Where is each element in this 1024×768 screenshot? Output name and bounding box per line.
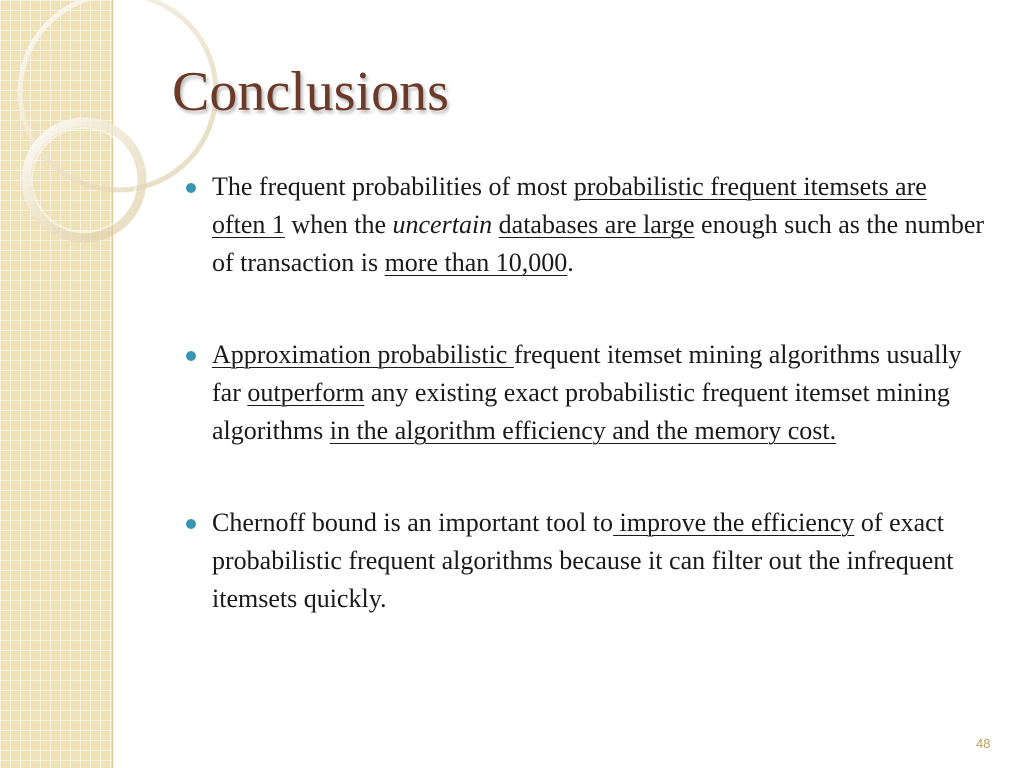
page-number: 48 bbox=[976, 736, 991, 751]
bullet-item bbox=[186, 504, 986, 618]
bullet-text: enough such as the number of transaction is bbox=[212, 210, 985, 277]
bullet-text: of exact probabilistic frequent algorithms because it can filter out the infrequent itemsets quickly. bbox=[212, 508, 954, 613]
bullet-text-underlined: Approximation probabilistic bbox=[212, 340, 514, 369]
bullet-list bbox=[186, 168, 986, 672]
bullet-item bbox=[186, 336, 986, 450]
bullet-text-underlined: outperform bbox=[247, 378, 365, 407]
decorative-side-panel bbox=[0, 0, 113, 768]
bullet-text: . bbox=[567, 248, 574, 277]
bullet-text-underlined: in the algorithm efficiency and the memory cost. bbox=[329, 416, 837, 445]
bullet-text-underlined: probabilistic frequent itemsets are often 1 bbox=[212, 172, 927, 239]
bullet-text-underlined: more than 10,000 bbox=[384, 248, 568, 277]
bullet-text: any existing exact probabilistic frequent itemset mining algorithms bbox=[212, 378, 950, 445]
bullet-text: The frequent probabilities of most bbox=[212, 172, 574, 201]
bullet-text: when the bbox=[284, 210, 393, 239]
bullet-dot-icon bbox=[186, 183, 196, 193]
bullet-text-underlined: improve the efficiency bbox=[613, 508, 855, 537]
bullet-text-italic: uncertain bbox=[392, 210, 493, 239]
bullet-text: frequent itemset mining algorithms usually far bbox=[212, 340, 962, 407]
bullet-text: Chernoff bound is an important tool to bbox=[212, 508, 614, 537]
bullet-text-underlined: databases are large bbox=[498, 210, 695, 239]
bullet-dot-icon bbox=[186, 351, 196, 361]
bullet-item bbox=[186, 168, 986, 282]
bullet-dot-icon bbox=[186, 519, 196, 529]
slide-title: Conclusions bbox=[172, 61, 449, 123]
